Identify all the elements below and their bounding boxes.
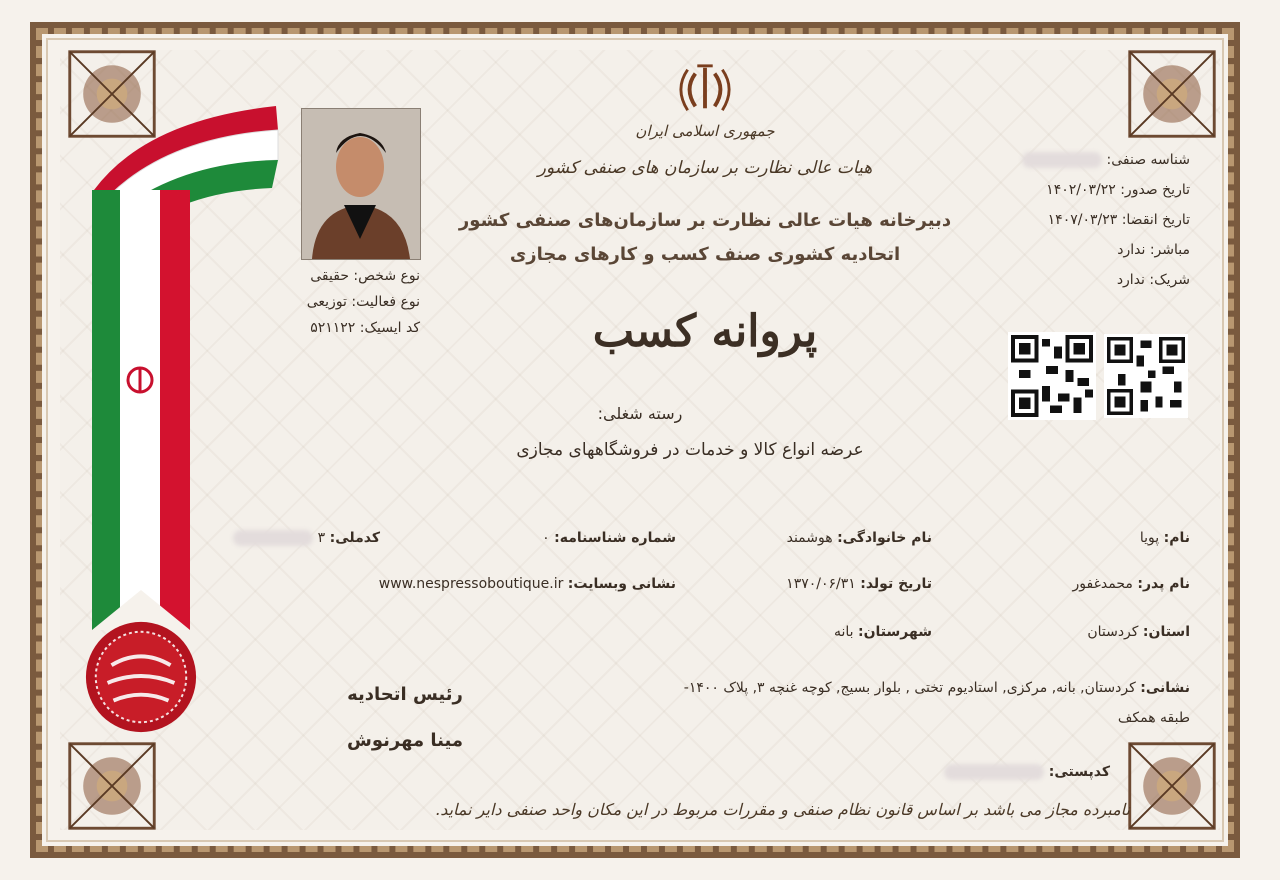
national-code-label: کدملی:	[329, 530, 380, 546]
isic-code: کد ایسیک: ۵۲۱۱۲۲	[310, 320, 420, 336]
province-label: استان:	[1142, 624, 1190, 640]
father-field	[1000, 576, 1190, 592]
board-calligraphy: هیات عالی نظارت بر سازمان های صنفی کشور	[537, 158, 873, 178]
address-label: نشانی:	[1140, 680, 1190, 696]
birth-field	[700, 576, 932, 592]
qr-code-right	[1104, 334, 1188, 418]
postal-field	[900, 764, 1110, 780]
postal-redacted	[944, 764, 1044, 780]
secretariat-heading: دبیرخانه هیات عالی نظارت بر سازمان‌های صنفی کشور	[458, 210, 952, 231]
father-value: محمدغفور	[1072, 576, 1133, 592]
person-type: نوع شخص: حقیقی	[310, 268, 420, 284]
family-field	[700, 530, 932, 546]
ministry-seal	[82, 618, 200, 736]
corner-ornament-bottom-left	[64, 738, 160, 834]
union-heading: اتحادیه کشوری صنف کسب و کارهای مجازی	[509, 244, 901, 265]
national-code-field	[210, 530, 380, 546]
address-field	[540, 680, 1190, 696]
qr-code-left	[1008, 332, 1096, 420]
website-value[interactable]: www.nespressoboutique.ir	[378, 576, 564, 592]
id-number-value: ۰	[542, 530, 550, 546]
guild-id	[1000, 152, 1190, 168]
category-label: رسته شغلی:	[597, 404, 683, 423]
name-value: پویا	[1139, 530, 1160, 546]
postal-label: کدپستی:	[1048, 764, 1110, 780]
website-label: نشانی وبسایت:	[567, 576, 676, 592]
flag-ribbon	[86, 100, 286, 640]
category-value: عرضه انواع کالا و خدمات در فروشگاههای مجازی	[516, 440, 864, 460]
page-title: پروانه کسب	[592, 306, 818, 357]
signature-name: مینا مهرنوش	[347, 730, 463, 751]
father-label: نام پدر:	[1137, 576, 1190, 592]
id-number-field	[460, 530, 676, 546]
republic-text: جمهوری اسلامی ایران	[635, 122, 775, 140]
family-value: هوشمند	[786, 530, 833, 546]
iran-emblem-icon	[676, 62, 734, 116]
website-field	[300, 576, 676, 592]
name-field	[1000, 530, 1190, 546]
address-line1: کردستان, بانه, مرکزی, استادیوم تختی , بلوار بسیج, کوچه غنچه ۳, پلاک ۱۴۰۰-	[683, 680, 1136, 696]
province-value: کردستان	[1087, 624, 1139, 640]
city-field	[700, 624, 932, 640]
guild-id-redacted	[1022, 152, 1102, 168]
guild-id-label: شناسه صنفی:	[1106, 152, 1190, 168]
expiry-date: تاریخ انقضا: ۱۴۰۷/۰۳/۲۳	[1047, 212, 1190, 228]
province-field	[1000, 624, 1190, 640]
birth-label: تاریخ تولد:	[860, 576, 932, 592]
national-code-redacted	[233, 530, 313, 546]
family-label: نام خانوادگی:	[837, 530, 932, 546]
signature-role: رئیس اتحادیه	[347, 684, 463, 705]
corner-ornament-top-right	[1124, 46, 1220, 142]
national-code-value: ۳	[317, 530, 326, 546]
footer-note: نامبرده مجاز می باشد بر اساس قانون نظام صنفی و مقررات مربوط در این مکان واحد صنفی دایر نماید.	[435, 800, 1130, 819]
partner: شریک: ندارد	[1116, 272, 1190, 288]
city-label: شهرستان:	[857, 624, 932, 640]
activity-type: نوع فعالیت: توزیعی	[306, 294, 420, 310]
issue-date: تاریخ صدور: ۱۴۰۲/۰۳/۲۲	[1046, 182, 1190, 198]
corner-ornament-bottom-right	[1124, 738, 1220, 834]
city-value: بانه	[833, 624, 854, 640]
birth-value: ۱۳۷۰/۰۶/۳۱	[786, 576, 856, 592]
name-label: نام:	[1163, 530, 1190, 546]
manager: مباشر: ندارد	[1117, 242, 1190, 258]
address-line2: طبقه همکف	[1117, 710, 1190, 726]
owner-photo	[301, 108, 421, 260]
id-number-label: شماره شناسنامه:	[554, 530, 676, 546]
